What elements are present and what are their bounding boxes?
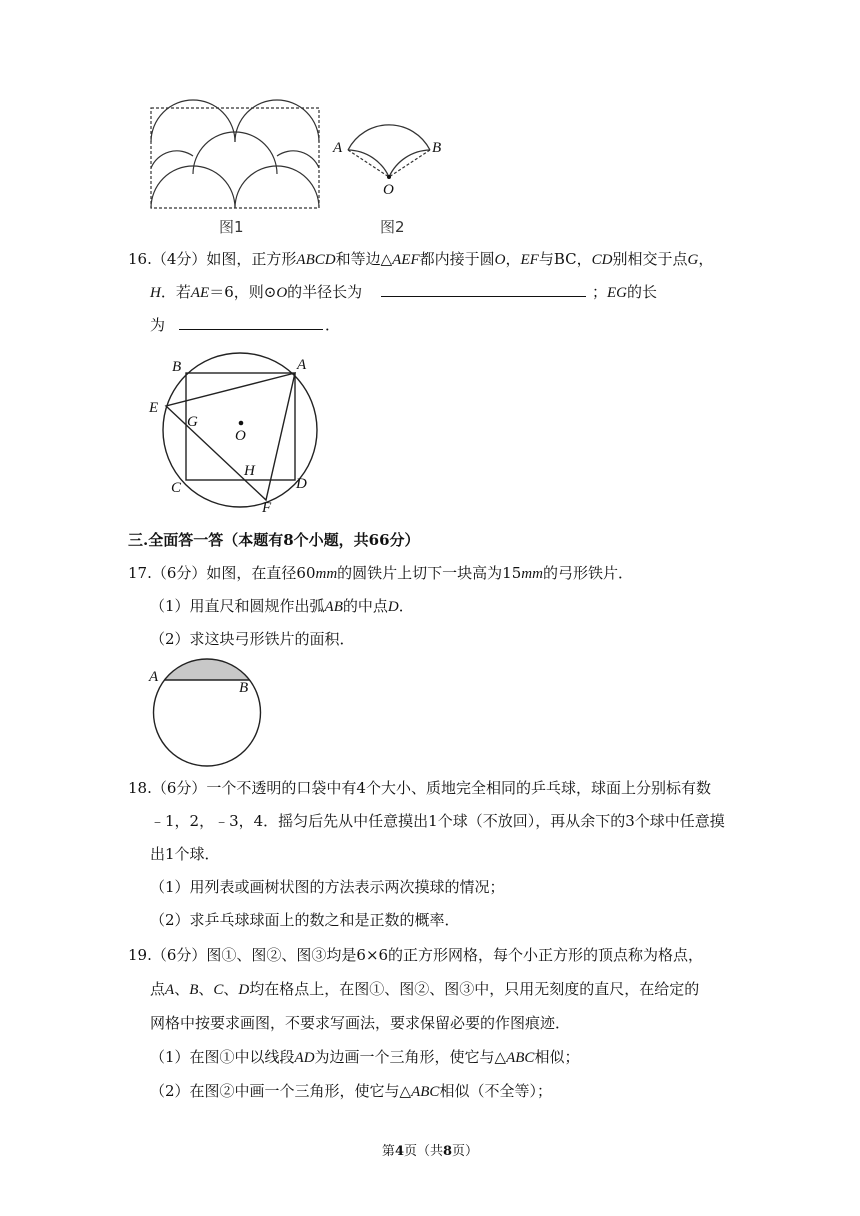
q16-line-1: 16.（4分）如图，正方形ABCD和等边△AEF都内接于圆O，EF与BC，CD别相交于点G， xyxy=(128,250,714,268)
q17-line-1: 17.（6分）如图，在直径60mm的圆铁片上切下一块高为15mm的弓形铁片． xyxy=(128,564,633,582)
fig2-label-b: B xyxy=(432,140,442,156)
page-number: 4 xyxy=(394,1144,404,1159)
q19-line-2: 点A、B、C、D均在格点上，在图①、图②、图③中，只用无刻度的直尺，在给定的 xyxy=(150,980,700,998)
q19-part-2: （2）在图②中画一个三角形，使它与△ABC相似（不全等）； xyxy=(150,1082,552,1100)
figure-2-caption: 图2 xyxy=(380,218,405,236)
q17-label-a: A xyxy=(149,669,159,685)
page-footer: 第4页（共8页） xyxy=(381,1144,479,1159)
q16-label-b: B xyxy=(172,359,182,375)
q16-line-3: 为 ． xyxy=(150,316,341,334)
q16-label-h: H xyxy=(244,463,255,479)
figure-1-caption: 图1 xyxy=(219,218,244,236)
q17-part-2: （2）求这块弓形铁片的面积． xyxy=(150,630,355,648)
q19-line-3: 网格中按要求画图，不要求写画法，要求保留必要的作图痕迹． xyxy=(150,1014,571,1032)
fig2-label-o: O xyxy=(383,182,394,198)
q18-part-1: （1）用列表或画树状图的方法表示两次摸球的情况； xyxy=(150,878,505,896)
q17-part-1: （1）用直尺和圆规作出弧AB的中点D． xyxy=(150,597,414,615)
q19-line-1: 19.（6分）图①、图②、图③均是6×6的正方形网格，每个小正方形的顶点称为格点， xyxy=(128,946,704,964)
q17-circle-segment-figure xyxy=(150,655,265,765)
q17-label-b: B xyxy=(239,680,249,696)
q18-line-2: ﹣1，2，﹣3，4．摇匀后先从中任意摸出1个球（不放回），再从余下的3个球中任意摸 xyxy=(150,812,725,830)
q19-part-1: （1）在图①中以线段AD为边画一个三角形，使它与△ABC相似； xyxy=(150,1048,580,1066)
q16-label-e: E xyxy=(149,400,159,416)
q16-label-a: A xyxy=(297,357,307,373)
fig2-label-a: A xyxy=(333,140,343,156)
q18-line-3: 出1个球． xyxy=(150,845,220,863)
figure-1-fish-scale-pattern xyxy=(150,106,322,210)
q16-label-c: C xyxy=(171,480,182,496)
q18-line-1: 18.（6分）一个不透明的口袋中有4个大小、质地完全相同的乒乓球，球面上分别标有数 xyxy=(128,779,711,797)
q16-label-d: D xyxy=(296,476,307,492)
q16-label-o: O xyxy=(235,428,246,444)
q16-label-g: G xyxy=(187,414,198,430)
q16-line-2: H．若AE＝6，则⊙O的半径长为 ；EG的长 xyxy=(150,283,657,301)
section-3-heading: 三.全面答一答（本题有8个小题，共66分） xyxy=(128,531,420,549)
q18-part-2: （2）求乒乓球球面上的数之和是正数的概率． xyxy=(150,911,460,929)
q16-answer-blank-radius[interactable] xyxy=(381,282,586,297)
figure-2-arc-shape xyxy=(344,122,434,182)
q16-answer-blank-eg[interactable] xyxy=(179,315,323,330)
q16-label-f: F xyxy=(262,500,272,516)
total-pages: 8 xyxy=(443,1144,453,1159)
